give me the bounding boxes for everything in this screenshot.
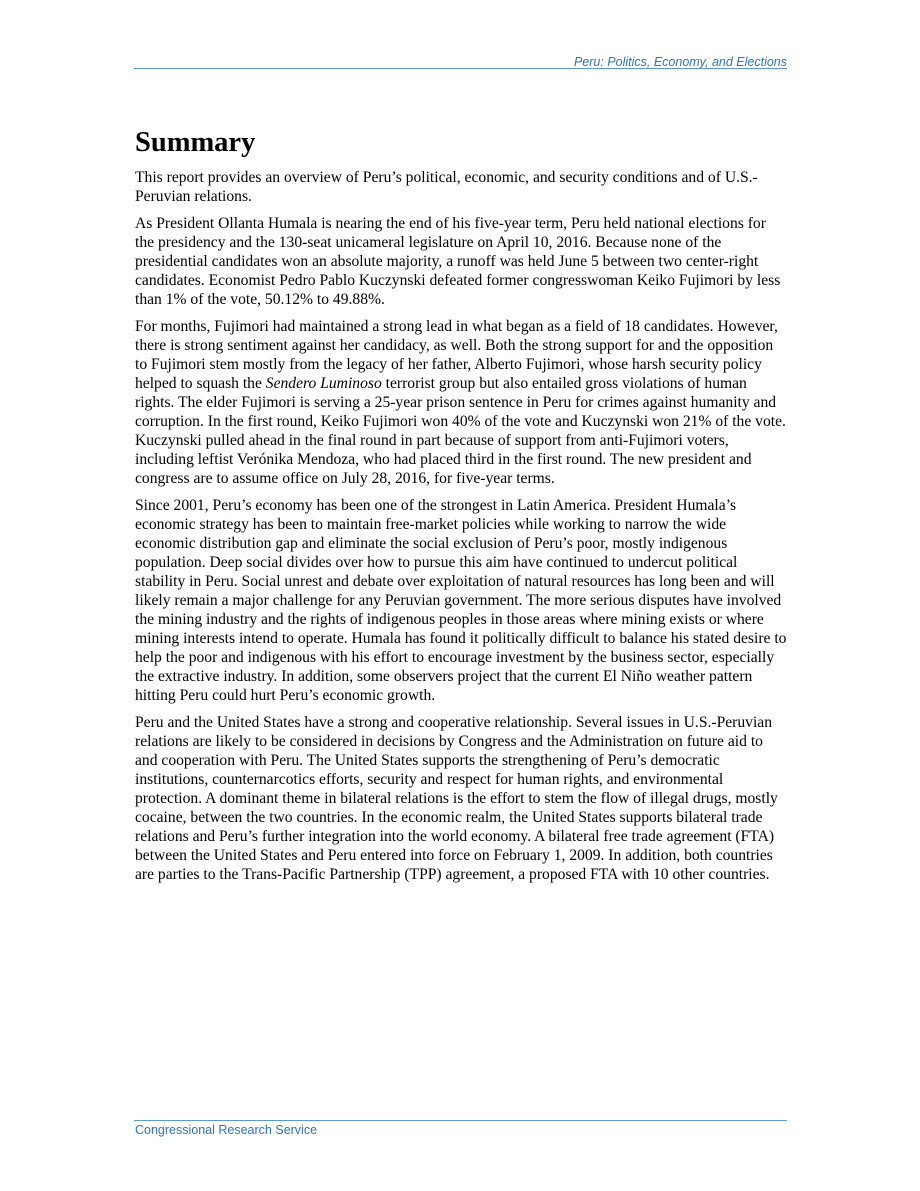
paragraph-3-text-start: For months, Fujimori had maintained a strong lead in what began as a field of 18 candidates. However, there is strong sentiment against her candidacy, as well. Both the strong support for and the opposition to Fujimori stem mostly from the legacy of her father, Alberto Fujimori, whose harsh security policy helped to squash the — [135, 318, 778, 392]
summary-section — [135, 124, 787, 892]
header-divider — [134, 68, 787, 69]
paragraph-3-text-end: terrorist group but also entailed gross violations of human rights. The elder Fujimori is serving a 25-year prison sentence in Peru for crimes against humanity and corruption. In the first round, Keiko Fujimori won 40% of the vote and Kuczynski won 21% of the vote. Kuczynski pulled ahead in the final round in part because of support from anti-Fujimori voters, including leftist Verónika Mendoza, who had placed third in the first round. The new president and congress are to assume office on July 28, 2016, for five-year terms. — [135, 375, 786, 487]
sendero-luminoso-italic: Sendero Luminoso — [265, 375, 382, 392]
running-header-title: Peru: Politics, Economy, and Elections — [573, 55, 787, 69]
summary-paragraph-1: This report provides an overview of Peru’s political, economic, and security conditions and of U.S.-Peruvian relations. — [135, 169, 758, 205]
summary-paragraph-2: As President Ollanta Humala is nearing the end of his five-year term, Peru held national elections for the presidency and the 130-seat unicameral legislature on April 10, 2016. Because none of the presidential candidates won an absolute majority, a runoff was held June 5 between two center-right candidates. Economist Pedro Pablo Kuczynski defeated former congresswoman Keiko Fujimori by less than 1% of the vote, 50.12% to 49.88%. — [135, 215, 781, 308]
section-title: Summary — [135, 127, 256, 158]
footer-divider — [134, 1120, 787, 1121]
summary-paragraph-5: Peru and the United States have a strong and cooperative relationship. Several issues in U.S.-Peruvian relations are likely to be considered in decisions by Congress and the Administration on future aid to and cooperation with Peru. The United States supports the strengthening of Peru’s democratic institutions, counternarcotics efforts, security and respect for human rights, and environmental protection. A dominant theme in bilateral relations is the effort to stem the flow of illegal drugs, mostly cocaine, between the two countries. In the economic realm, the United States supports bilateral trade relations and Peru’s further integration into the world economy. A bilateral free trade agreement (FTA) between the United States and Peru entered into force on February 1, 2009. In addition, both countries are parties to the Trans-Pacific Partnership (TPP) agreement, a proposed FTA with 10 other countries. — [135, 714, 778, 883]
summary-paragraph-3 — [135, 317, 787, 488]
footer-organization: Congressional Research Service — [135, 1123, 318, 1137]
summary-paragraph-4: Since 2001, Peru’s economy has been one of the strongest in Latin America. President Humala’s economic strategy has been to maintain free-market policies while working to narrow the wide economic distribution gap and eliminate the social exclusion of Peru’s poor, mostly indigenous population. Deep social divides over how to pursue this aim have continued to undercut political stability in Peru. Social unrest and debate over exploitation of natural resources has long been and will likely remain a major challenge for any Peruvian government. The more serious disputes have involved the mining industry and the rights of indigenous peoples in those areas where mining exists or where mining interests intend to operate. Humala has found it politically difficult to balance his stated desire to help the poor and indigenous with his effort to encourage investment by the business sector, especially the extractive industry. In addition, some observers project that the current El Niño weather pattern hitting Peru could hurt Peru’s economic growth. — [135, 497, 787, 704]
